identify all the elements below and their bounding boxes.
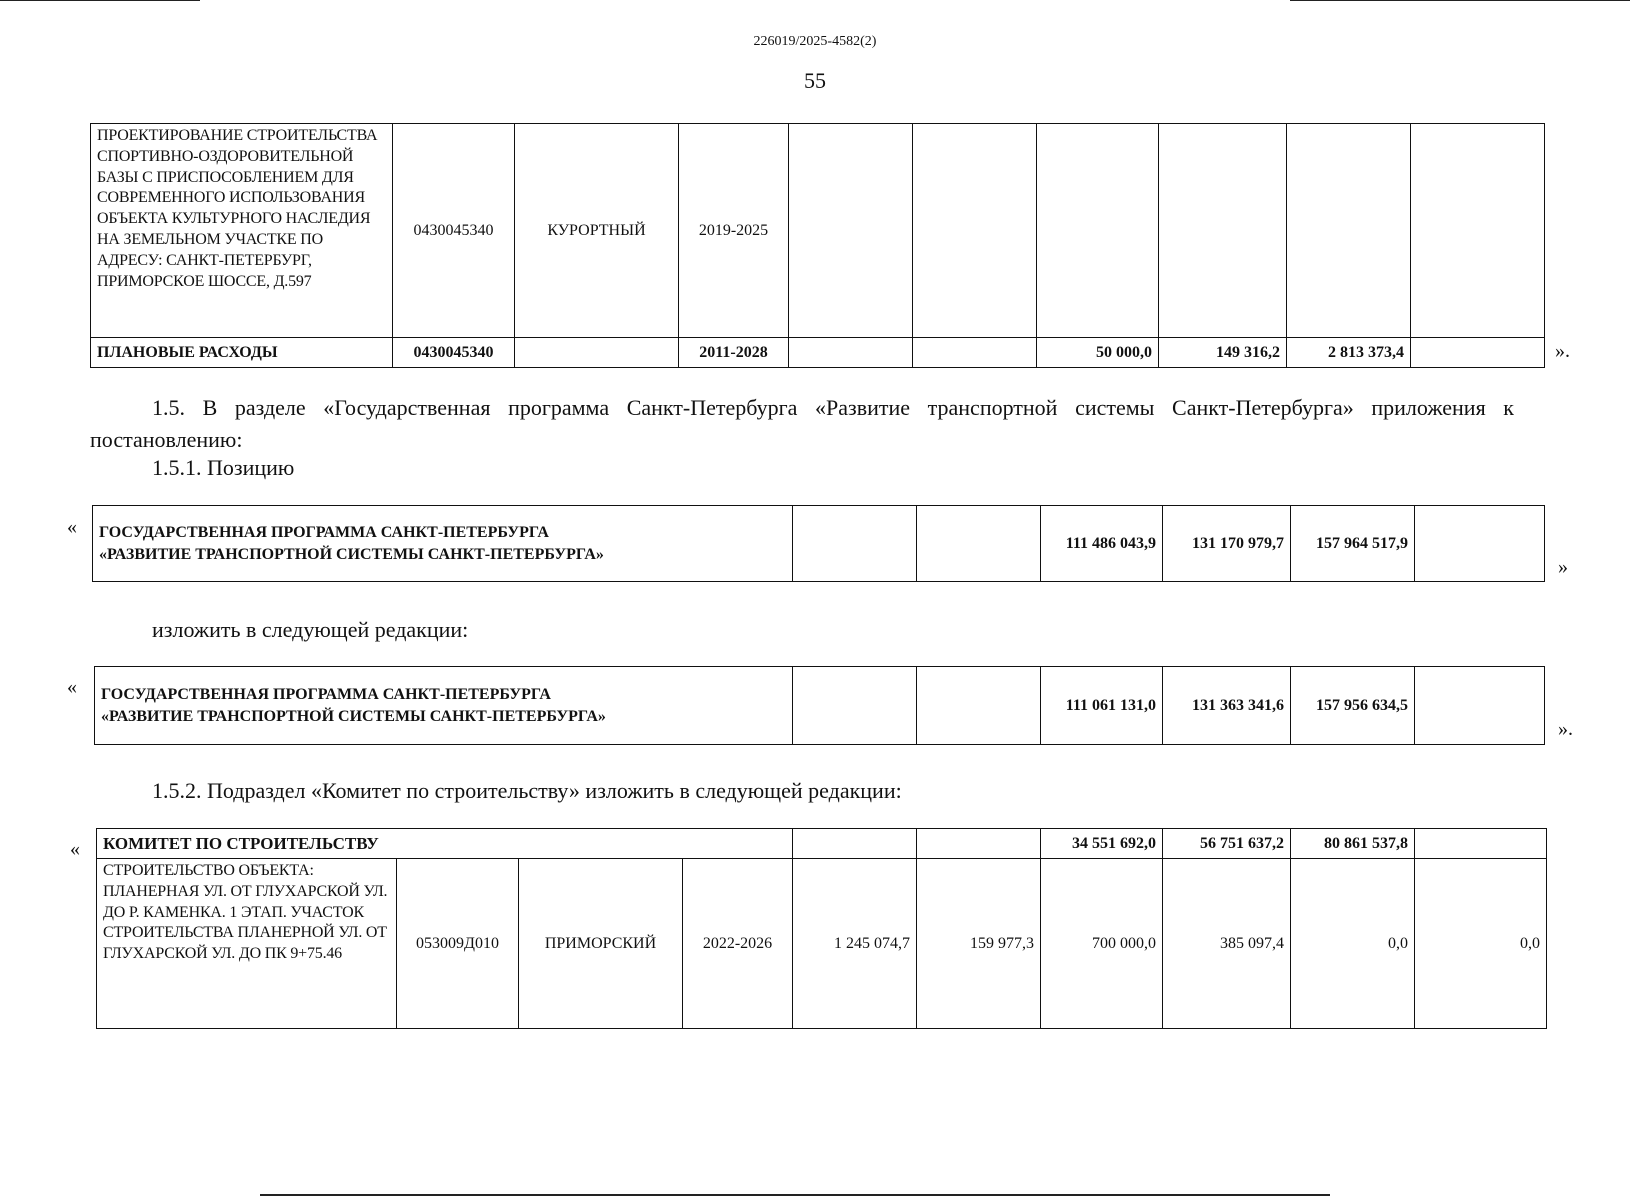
value-cell: 34 551 692,0	[1041, 829, 1163, 859]
open-quote: «	[70, 838, 80, 860]
empty-cell	[1411, 124, 1545, 338]
table-construction-committee	[96, 828, 1547, 1029]
object-name-cell: ПРОЕКТИРОВАНИЕ СТРОИТЕЛЬСТВА СПОРТИВНО-ОЗДОРОВИТЕЛЬНОЙ БАЗЫ С ПРИСПОСОБЛЕНИЕМ ДЛЯ СОВРЕМЕННОГО ИСПОЛЬЗОВАНИЯ ОБЪЕКТА КУЛЬТУРНОГО НАСЛЕДИЯ НА ЗЕМЕЛЬНОМ УЧАСТКЕ ПО АДРЕСУ: САНКТ-ПЕТЕРБУРГ, ПРИМОРСКОЕ ШОССЕ, Д.597	[91, 124, 393, 338]
period-cell: 2011-2028	[679, 338, 789, 368]
table-row-planned	[91, 338, 1545, 368]
period-cell: 2019-2025	[679, 124, 789, 338]
value-cell: 159 977,3	[917, 859, 1041, 1029]
program-name-line1: ГОСУДАРСТВЕННАЯ ПРОГРАММА САНКТ-ПЕТЕРБУРГА	[99, 523, 549, 541]
table-row	[91, 124, 1545, 338]
bottom-rule	[260, 1194, 1330, 1196]
value-cell: 157 964 517,9	[1291, 506, 1415, 582]
value-cell: 111 486 043,9	[1041, 506, 1163, 582]
program-name-line1: ГОСУДАРСТВЕННАЯ ПРОГРАММА САНКТ-ПЕТЕРБУРГА	[101, 685, 551, 703]
empty-cell	[917, 667, 1041, 745]
open-quote: «	[67, 676, 77, 698]
district-cell: КУРОРТНЫЙ	[515, 124, 679, 338]
empty-cell	[793, 506, 917, 582]
open-quote: «	[67, 516, 77, 538]
program-name-line2: «РАЗВИТИЕ ТРАНСПОРТНОЙ СИСТЕМЫ САНКТ-ПЕТЕРБУРГА»	[101, 707, 606, 725]
table-construction-design	[90, 123, 1545, 368]
empty-cell	[913, 338, 1037, 368]
empty-cell	[1037, 124, 1159, 338]
close-quote: »	[1558, 556, 1568, 578]
value-cell: 131 363 341,6	[1163, 667, 1291, 745]
table-program-new	[94, 666, 1545, 745]
empty-cell	[793, 667, 917, 745]
paragraph-1-5-2: 1.5.2. Подраздел «Комитет по строительству» изложить в следующей редакции:	[152, 778, 902, 803]
district-cell: ПРИМОРСКИЙ	[519, 859, 683, 1029]
value-cell: 149 316,2	[1159, 338, 1287, 368]
empty-cell	[789, 124, 913, 338]
empty-cell	[1159, 124, 1287, 338]
value-cell: 50 000,0	[1037, 338, 1159, 368]
empty-cell	[917, 506, 1041, 582]
value-cell: 2 813 373,4	[1287, 338, 1411, 368]
program-name-cell	[93, 506, 793, 582]
close-quote: ».	[1555, 340, 1570, 362]
period-cell: 2022-2026	[683, 859, 793, 1029]
top-rule-right	[1290, 0, 1630, 1]
table-row	[93, 506, 1545, 582]
empty-cell	[515, 338, 679, 368]
object-name-cell: СТРОИТЕЛЬСТВО ОБЪЕКТА: ПЛАНЕРНАЯ УЛ. ОТ ГЛУХАРСКОЙ УЛ. ДО Р. КАМЕНКА. 1 ЭТАП. УЧАСТОК СТРОИТЕЛЬСТВА ПЛАНЕРНОЙ УЛ. ОТ ГЛУХАРСКОЙ УЛ. ДО ПК 9+75.46	[97, 859, 397, 1029]
value-cell: 0,0	[1415, 859, 1547, 1029]
program-name-cell	[95, 667, 793, 745]
value-cell: 56 751 637,2	[1163, 829, 1291, 859]
empty-cell	[1287, 124, 1411, 338]
empty-cell	[913, 124, 1037, 338]
empty-cell	[793, 829, 917, 859]
close-quote: ».	[1558, 718, 1573, 740]
value-cell: 157 956 634,5	[1291, 667, 1415, 745]
document-number: 226019/2025-4582(2)	[753, 34, 877, 49]
table-row	[95, 667, 1545, 745]
code-cell: 0430045340	[393, 338, 515, 368]
value-cell: 700 000,0	[1041, 859, 1163, 1029]
table-program-old	[92, 505, 1545, 582]
empty-cell	[917, 829, 1041, 859]
table-row	[97, 859, 1547, 1029]
paragraph-1-5: 1.5. В разделе «Государственная программа Санкт-Петербурга «Развитие транспортной системы Санкт-Петербурга» приложения к постановлению:	[90, 395, 1514, 452]
top-rule-left	[0, 0, 200, 1]
committee-label-cell: КОМИТЕТ ПО СТРОИТЕЛЬСТВУ	[97, 829, 793, 859]
value-cell: 385 097,4	[1163, 859, 1291, 1029]
page-number: 55	[804, 68, 826, 93]
empty-cell	[1415, 506, 1545, 582]
program-name-line2: «РАЗВИТИЕ ТРАНСПОРТНОЙ СИСТЕМЫ САНКТ-ПЕТЕРБУРГА»	[99, 545, 604, 563]
code-cell: 053009Д010	[397, 859, 519, 1029]
empty-cell	[1411, 338, 1545, 368]
paragraph-replace: изложить в следующей редакции:	[152, 617, 469, 642]
value-cell: 1 245 074,7	[793, 859, 917, 1029]
empty-cell	[789, 338, 913, 368]
empty-cell	[1415, 829, 1547, 859]
code-cell: 0430045340	[393, 124, 515, 338]
value-cell: 131 170 979,7	[1163, 506, 1291, 582]
value-cell: 0,0	[1291, 859, 1415, 1029]
table-row-committee	[97, 829, 1547, 859]
value-cell: 80 861 537,8	[1291, 829, 1415, 859]
planned-label-cell: ПЛАНОВЫЕ РАСХОДЫ	[91, 338, 393, 368]
empty-cell	[1415, 667, 1545, 745]
paragraph-1-5-1: 1.5.1. Позицию	[152, 455, 295, 480]
value-cell: 111 061 131,0	[1041, 667, 1163, 745]
